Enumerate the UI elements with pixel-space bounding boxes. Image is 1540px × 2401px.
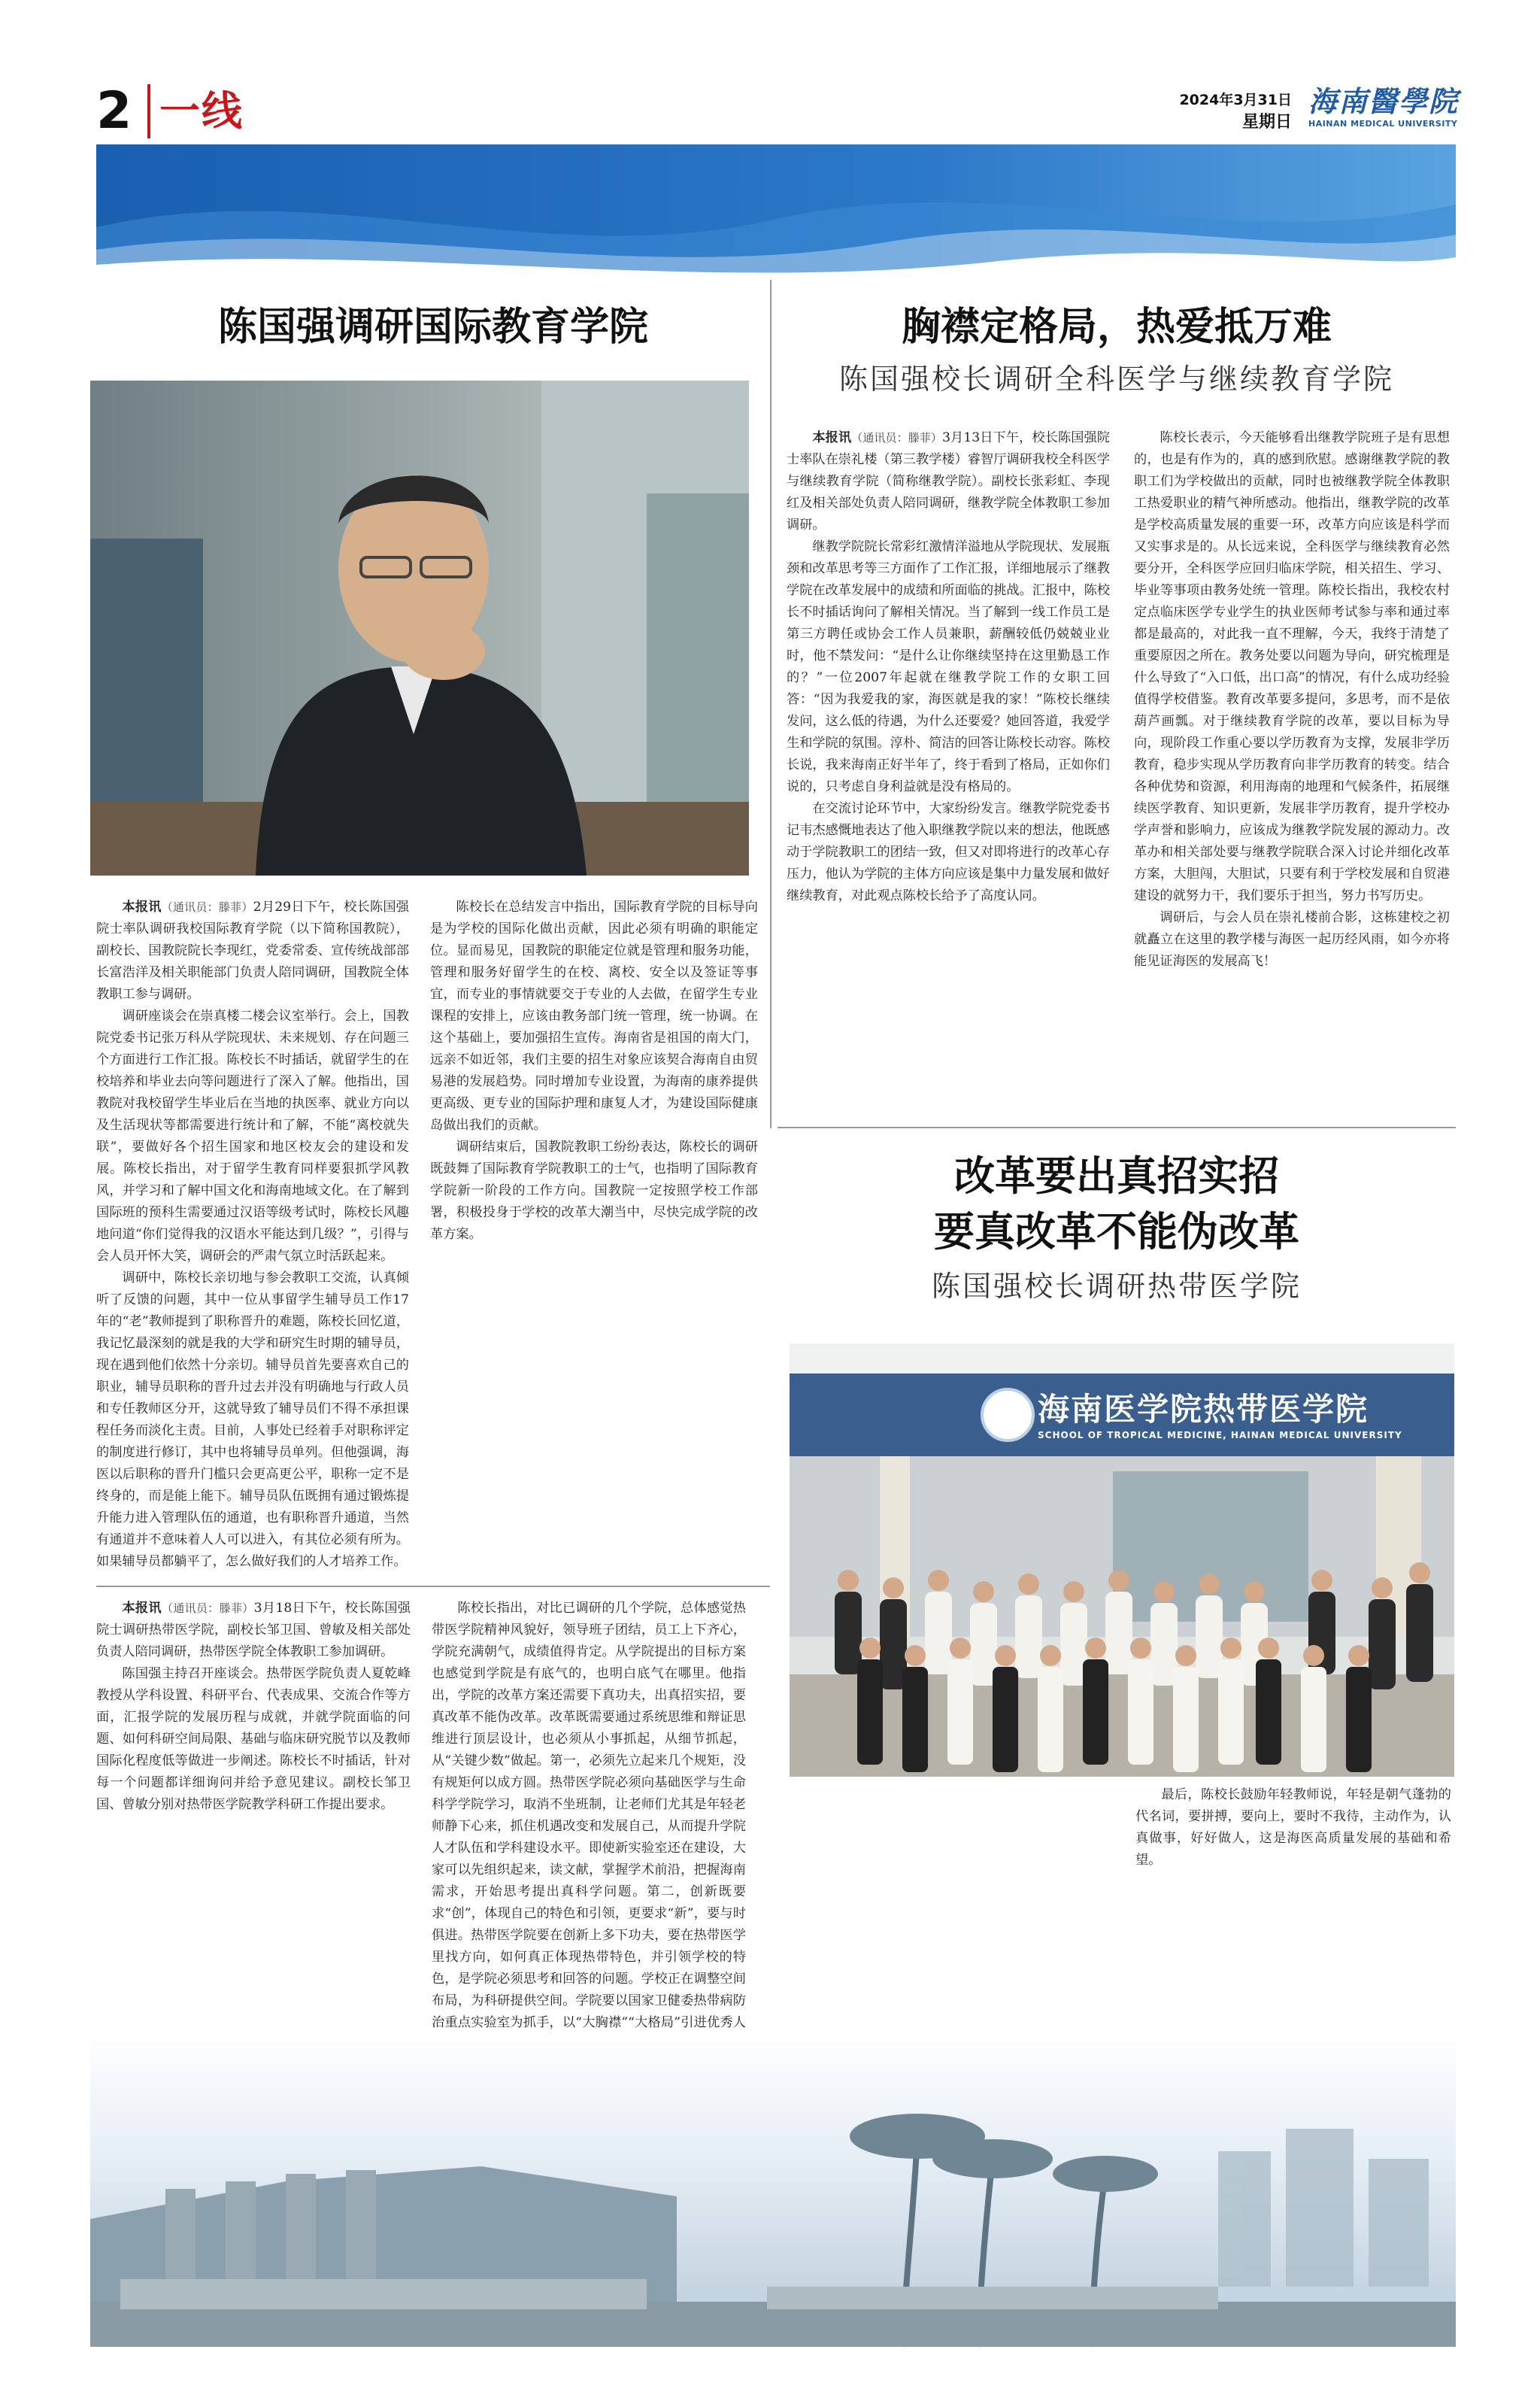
article2-para-4: 调研后，与会人员在崇礼楼前合影，这栋建校之初就矗立在这里的教学楼与海医一起历经风雨，如今亦将能见证海医的发展高飞！	[1134, 910, 1450, 969]
article1-para-0: 2月29日下午，校长陈国强院士率队调研我校国际教育学院（以下简称国教院），副校长、国教院院长李现红，党委常委、宣传统战部部长富浩洋及相关职能部门负责人陪同调研，国教院全体教职工参与调研。	[96, 900, 409, 1002]
issue-date-block	[1173, 89, 1292, 134]
campus-illustration-footer	[90, 2031, 1456, 2347]
building-sign-text: 海南医学院热带医学院	[1038, 1391, 1369, 1428]
article1-col2	[430, 897, 758, 1574]
article3-col4	[1135, 1784, 1451, 2049]
article1-para-2a: 调研中，陈校长亲切地与参会教职工交流，认真倾听了反馈的问题，其中一位从事留学生辅导员工作17年的“老”教师提到了职称晋升的难题，陈校长回忆道，我记忆最深刻的就是我的大学和研究生时期的辅导员，现在遇到他们依然十分亲切。辅导员首先要喜欢自己的职业，辅导员职称的晋升过去并没有明确地与行政人员和专任教师区分开，这就导致了辅导员们不得不承担课程任务而淡化主责。目前，人事处已经着手对职称评定的制度进行修订，其中也将辅导员单列。但他强调，海医以后职称的晋升门槛只会更高更公平，职称一定不是终身的，而是能上能下。辅导员队伍既拥有通过锻炼提升能力进入管理队伍的通道，也有职称晋升通道，当然有通道并不意味着人人可以进入，有其位必须有所为。如果辅导员都躺平了，怎么做好我们的人才培养工作。	[96, 1270, 409, 1569]
article3-title-line2: 要真改革不能伪改革	[934, 1208, 1299, 1255]
article3-reporter: （通讯员：滕菲）	[161, 1601, 254, 1615]
article3-col1	[96, 1598, 411, 2049]
article1-reporter: （通讯员：滕菲）	[161, 900, 253, 914]
article1-para-4: 调研结束后，国教院教职工纷纷表达，陈校长的调研既鼓舞了国际教育学院教职工的士气，也指明了国际教育学院新一阶段的工作方向。国教院一定按照学校工作部署，积极投身于学校的改革大潮当中，尽快完成学院的改革方案。	[430, 1140, 758, 1242]
issue-weekday: 星期日	[1241, 113, 1292, 132]
article3-subtitle: 陈国强校长调研热带医学院	[931, 1270, 1302, 1303]
article2-reporter: （通讯员：滕菲）	[851, 431, 942, 445]
article3-para-2: 陈校长指出，对比已调研的几个学院，总体感觉热带医学院精神风貌好，领导班子团结，员工上下齐心，学院充满朝气，成绩值得肯定。从学院提出的目标方案也感觉到学院是有底气的，也明白底气在哪里。他指出，学院的改革方案还需要下真功夫，出真招实招，要真改革不能伪改革。改革既需要通过系统思维和辩证思维进行顶层设计，也必须从小事抓起，从细节抓起，从“关键少数”做起。第一，必须先立起来几个规矩，没有规矩何以成方圆。热带医学院必须向基础医学与生命科学学院学习，取消不坐班制，让老师们尤其是年轻老师静下心来，抓住机遇改变和发展自己，从而提升学院人才队伍和学科建设水平。即使新实验室还在建设，大家可以先组织起来，读文献，掌握学术前沿，把握海南需求，开始思考提出真科学问题。第二，创新既要求“创”，体现自己的特色和引领，更要求“新”，要与时俱进。热带医学院要在创新上多下功夫，要在热带医学里找方向，如何真正体现热带特色，并引领学校的特色，是学院必须思考和回答的问题。学校正在调整空间布局，为科研提供空间。学院要以国家卫健委热带病防治重点实验室为抓手，以“大胸襟”“大格局”引进优秀人	[432, 1601, 746, 2030]
article2-col1	[787, 427, 1110, 1112]
article3-col2	[432, 1598, 746, 2049]
article1-para-3: 陈校长在总结发言中指出，国际教育学院的目标导向是为学校的国际化做出贡献，因此必须有明确的职能定位。显而易见，国教院的职能定位就是管理和服务功能，管理和服务好留学生的在校、离校、安全以及签证等事宜，而专业的事情就要交于专业的人去做，在留学生专业课程的安排上，应该由教务部门统一管理，统一协调。在这个基础上，要加强招生宣传。海南省是祖国的南大门，远亲不如近邻，我们主要的招生对象应该契合海南自由贸易港的发展趋势。同时增加专业设置，为海南的康养提供更高级、更专业的国际护理和康复人才，为建设国际健康岛做出我们的贡献。	[430, 900, 758, 1133]
article1-title: 陈国强调研国际教育学院	[217, 305, 648, 350]
page-number: 2	[96, 81, 132, 141]
article1-para-1: 调研座谈会在崇真楼二楼会议室举行。会上，国教院党委书记张万科从学院现状、未来规划、存在问题三个方面进行工作汇报。陈校长不时插话，就留学生的在校培养和毕业去向等问题进行了深入了解。他指出，国教院对我校留学生毕业后在当地的执医率、就业方向以及生活现状等都需要进行统计和了解，不能“离校就失联”，要做好各个招生国家和地区校友会的建设和发展。陈校长指出，对于留学生教育同样要狠抓学风教风，并学习和了解中国文化和海南地域文化。在了解到国际班的预科生需要通过汉语等级考试时，陈校长风趣地问道“你们觉得我的汉语水平能达到几级？”，引得与会人员开怀大笑，调研会的严肃气氛立时活跃起来。	[96, 1009, 409, 1264]
article2-lead: 本报讯	[812, 430, 852, 445]
article1-lead: 本报讯	[122, 900, 162, 915]
article2-para-3: 陈校长表示，今天能够看出继教学院班子是有思想的，也是有作为的，真的感到欣慰。感谢继教学院的教职工们为学校做出的贡献，同时也被继教学院全体教职工热爱职业的精气神所感动。他指出，继教学院的改革是学校高质量发展的重要一环，改革方向应该是科学而又实事求是的。从长远来说，全科医学与继续教育必然要分开，全科医学应回归临床学院，相关招生、学习、毕业等事项由教务处统一管理。陈校长指出，我校农村定点临床医学专业学生的执业医师考试参与率和通过率都是最高的，对此我一直不理解，今天，我终于清楚了重要原因之所在。教务处要以问题为导向，研究梳理是什么导致了“入口低，出口高”的情况，有什么成功经验值得学校借鉴。教育改革要多提问，多思考，而不是依葫芦画瓢。对于继续教育学院的改革，要以目标为导向，现阶段工作重心要以学历教育为支撑，发展非学历教育，稳步实现从学历教育向非学历教育的转变。结合各种优势和资源，利用海南的地理和气候条件，拓展继续医学教育、知识更新，发展非学历教育，提升学校办学声誉和影响力，应该成为继教学院发展的源动力。改革办和相关部处要与继教学院联合深入讨论并细化改革方案，大胆闯，大胆试，只要有利于学校发展和自贸港建设的就努力干，我们要乐于担当，努力书写历史。	[1134, 430, 1450, 903]
section-title: 一线	[159, 87, 244, 135]
article2-col2	[1134, 427, 1450, 1112]
section-divider-right	[778, 1127, 1456, 1128]
article3-lead: 本报讯	[122, 1601, 162, 1616]
building-sign-en: SCHOOL OF TROPICAL MEDICINE, HAINAN MEDICAL UNIVERSITY	[1038, 1430, 1402, 1440]
article1-photo-principal	[90, 381, 749, 876]
article2-para-1: 继教学院院长常彩红激情洋溢地从学院现状、发展瓶颈和改革思考等三方面作了工作汇报，详细地展示了继教学院在改革发展中的成绩和所面临的挑战。汇报中，陈校长不时插话询问了解相关情况。当了解到一线工作员工是第三方聘任或协会工作人员兼职，薪酬较低仍兢兢业业时，他不禁发问：“是什么让你继续坚持在这里勤恳工作的？”一位2007年起就在继教学院工作的女职工回答：“因为我爱我的家，海医就是我的家！”陈校长继续发问，这么低的待遇，为什么还要爱？她回答道，我爱学生和学院的氛围。淳朴、简洁的回答让陈校长动容。陈校长说，我来海南正好半年了，终于看到了格局，正如你们说的，只考虑自身利益就是没有格局的。	[787, 539, 1110, 794]
article3-col3	[790, 1784, 1105, 2049]
article3-para-0: 3月18日下午，校长陈国强院士调研热带医学院，副校长邹卫国、曾敏及相关部处负责人陪同调研，热带医学院全体教职工参加调研。	[96, 1601, 411, 1659]
article2-para-0: 3月13日下午，校长陈国强院士率队在崇礼楼（第三教学楼）睿智厅调研我校全科医学与继续教育学院（简称继教学院）。副校长张彩虹、李现红及相关部处负责人陪同调研，继教学院全体教职工参加调研。	[787, 430, 1110, 533]
section-divider-left	[96, 1586, 770, 1587]
column-divider-top	[770, 280, 772, 1128]
logo-text-en: HAINAN MEDICAL UNIVERSITY	[1308, 119, 1458, 129]
header-wave-band	[96, 144, 1456, 280]
issue-date: 2024年3月31日	[1179, 92, 1292, 108]
article2-title: 胸襟定格局，热爱抵万难	[901, 305, 1332, 350]
article3-para-3: 最后，陈校长鼓励年轻教师说，年轻是朝气蓬勃的代名词，要拼搏，要向上，要时不我待，主动作为，认真做事，好好做人，这是海医高质量发展的基础和希望。	[1135, 1787, 1451, 1868]
article3-photo-group	[790, 1343, 1454, 1777]
logo-text-cn: 海南醫學院	[1308, 84, 1460, 118]
article3-para-1: 陈国强主持召开座谈会。热带医学院负责人夏乾峰教授从学科设置、科研平台、代表成果、交流合作等方面，汇报学院的发展历程与成就，并就学院面临的问题、如何科研空间局限、基础与临床研究脱节以及教师国际化程度低等做进一步阐述。陈校长不时插话，针对每一个问题都详细询问并给予意见建议。副校长邹卫国、曾敏分别对热带医学院教学科研工作提出要求。	[96, 1666, 411, 1812]
article3-title-line1: 改革要出真招实招	[954, 1152, 1279, 1200]
masthead-divider	[147, 84, 150, 138]
article2-subtitle: 陈国强校长调研全科医学与继续教育学院	[838, 363, 1394, 396]
article1-col1	[96, 897, 409, 1574]
article2-para-2: 在交流讨论环节中，大家纷纷发言。继教学院党委书记韦杰感慨地表达了他入职继教学院以来的想法，他既感动于学院教职工的团结一致，但又对即将进行的改革心存压力，他认为学院的主体方向应该是集中力量发展和做好继续教育，对此观点陈校长给予了高度认同。	[787, 801, 1110, 903]
university-logo	[1308, 84, 1459, 129]
